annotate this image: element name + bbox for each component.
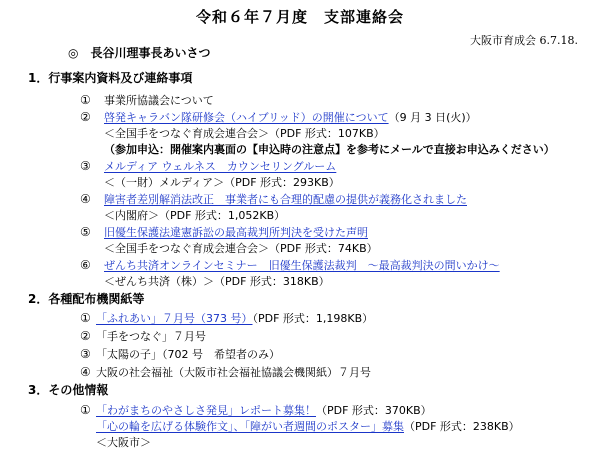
list-item [104,227,368,238]
item-number: ② [80,329,91,343]
discrimination-law-link[interactable]: 障害者差別解消法改正 事業者にも合理的配慮の提供が義務化されました [104,193,467,206]
list-item [96,313,373,324]
list-item [104,260,500,271]
section-3-heading: 3．その他情報 [28,383,109,397]
item-number: ⑤ [80,225,91,239]
section-2-heading: 2．各種配布機関紙等 [28,292,145,306]
fureai-newsletter-link[interactable]: 「ふれあい」７月号（373 号） [96,312,253,325]
meldia-counseling-link[interactable]: メルディア ウェルネス カウンセリングルーム [104,160,337,173]
item-number: ① [80,403,91,417]
item-number: ③ [80,347,91,361]
item-text: 「太陽の子」（702 号 希望者のみ） [96,348,280,361]
item-source: ＜全国手をつなぐ育成会連合会＞（PDF 形式：74KB） [104,242,378,255]
list-item [104,194,467,205]
list-item [104,112,477,123]
item-source: ＜大阪市＞ [96,436,151,449]
item-source: ＜内閣府＞（PDF 形式：1,052KB） [104,209,286,222]
essay-poster-recruitment-link[interactable]: 「心の輪を広げる体験作文」、「障がい者週間のポスター」募集 [96,420,404,433]
item-number: ④ [80,365,91,379]
item-number: ② [80,110,91,124]
list-item [96,421,520,432]
item-size: （PDF 形式：1,198KB） [252,312,374,325]
item-size: （PDF 形式：370KB） [316,404,432,417]
zenchi-seminar-link[interactable]: ぜんち共済オンラインセミナー 旧優生保護法裁判 ～最高裁判決の問いかけ～ [104,259,500,272]
report-recruitment-link[interactable]: 「わがまちのやさしさ発見」レポート募集！ [96,404,316,417]
item-number: ⑥ [80,258,91,272]
item-text: 「手をつなぐ」７月号 [96,330,206,343]
item-source: ＜ぜんち共済（株）＞（PDF 形式：318KB） [104,275,330,288]
item-source: ＜（一財）メルディア＞（PDF 形式：293KB） [104,176,340,189]
organization-date: 大阪市育成会 6.7.18. [470,34,578,47]
item-number: ④ [80,192,91,206]
item-number: ① [80,93,91,107]
item-note: （参加申込：開催案内裏面の【申込時の注意点】を参考にメールで直接お申込みください） [104,143,555,156]
supreme-court-statement-link[interactable]: 旧優生保護法違憲訴訟の最高裁判所判決を受けた声明 [104,226,368,239]
list-item [104,161,336,172]
item-source: ＜全国手をつなぐ育成会連合会＞（PDF 形式：107KB） [104,127,385,140]
section-1-heading: 1．行事案内資料及び連絡事項 [28,71,193,85]
item-date: （9 月 3 日(火)） [388,111,477,124]
page-title: 令和６年７月度 支部連絡会 [195,8,404,26]
caravan-training-link[interactable]: 啓発キャラバン隊研修会（ハイブリッド）の開催について [104,111,389,124]
item-number: ③ [80,159,91,173]
item-number: ① [80,311,91,325]
list-item [96,405,432,416]
item-text: 事業所協議会について [104,94,214,107]
greeting-line: ◎ 長谷川理事長あいさつ [68,46,211,60]
item-size: （PDF 形式：238KB） [404,420,520,433]
item-text: 大阪の社会福祉（大阪市社会福祉協議会機関紙）７月号 [96,366,371,379]
